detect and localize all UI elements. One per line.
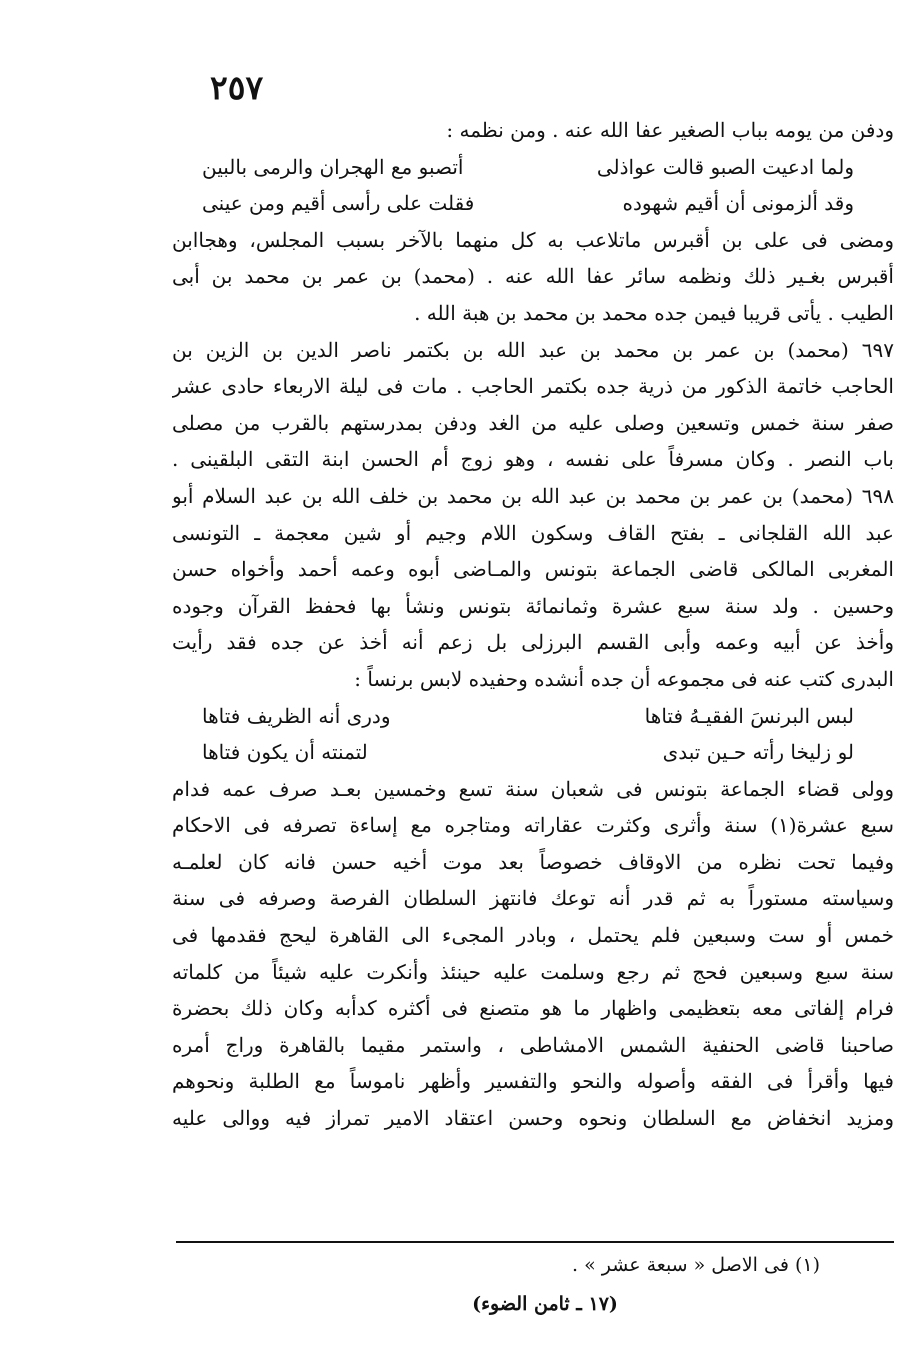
text-line: باب النصر . وكان مسرفاً على نفسه ، وهو زوج أم الحسن ابنة التقى البلقينى . [172,447,894,472]
verse-hemistich-left: فقلت على رأسى أقيم ومن عينى [202,191,475,216]
text-line: وولى قضاء الجماعة بتونس فى شعبان سنة تسع وخمسين بعـد صرف عمه فدام [172,776,894,801]
text-line: أقبرس بغـير ذلك ونظمه سائر عفا الله عنه . (محمد) بن عمر بن محمد بن أبى [172,264,894,289]
verse-line [172,149,894,186]
text-line: البدرى كتب عنه فى مجموعه أن جده أنشده وحفيده لابس برنساً : [354,666,894,691]
text-line: خمس أو ست وسبعين فلم يحتمل ، وبادر المجىء الى القاهرة ليحج فقدمها فى [172,923,894,948]
text-line: فرام إلفاتى معه بتعظيمى واظهار ما هو متصنع فى أكثره كدأبه وكان ذلك بحضرة [172,996,894,1021]
verse-hemistich-left: أتصبو مع الهجران والرمى بالبين [202,154,464,179]
text-line: صفر سنة خمس وتسعين وصلى عليه من الغد ودفن بمدرستهم بالقرب من مصلى [172,410,894,435]
text-line: صاحبنا قاضى الحنفية الشمس الامشاطى ، واستمر مقيما بالقاهرة وراج أمره [172,1032,894,1057]
text-line: الحاجب خاتمة الذكور من ذرية جده بكتمر الحاجب . مات فى ليلة الاربعاء حادى عشر [172,374,894,399]
entry-line: ٦٩٧ (محمد) بن عمر بن محمد بن عبد الله بن بكتمر ناصر الدين بن الزين بن [172,337,894,362]
signature-mark: (١٧ ـ ثامن الضوء) [472,1293,618,1315]
text-line: سنة سبع وسبعين فحج ثم رجع وسلمت عليه حينئذ وأنكرت عليه شيئاً من كلماته [172,959,894,984]
text-line: ومزيد انخفاض مع السلطان ونحوه وحسن اعتقاد الامير تمراز فيه ووالى عليه [172,1106,894,1131]
text-line: وسياسته مستوراً به ثم قدر أنه توعك فانتهز السلطان الفرصة وصرفه فى سنة [172,886,894,911]
verse-hemistich-right: ولما ادعيت الصبو قالت عواذلى [596,154,854,179]
verse-line [172,185,894,222]
verse-line [172,698,894,735]
verse-hemistich-right: لبس البرنسَ الفقيـهُ فتاها [644,703,854,728]
verse-hemistich-left: لتمنته أن يكون فتاها [202,740,368,765]
text-line: ومضى فى على بن أقبرس ماتلاعب به كل منهما بالآخر بسبب المجلس، وهجاابن [172,227,894,252]
verse-line [172,734,894,771]
body-text [172,112,894,1137]
verse-hemistich-left: ودرى أنه الظريف فتاها [202,703,391,728]
text-line: الطيب . يأتى قريبا فيمن جده محمد بن محمد بن هبة الله . [414,300,894,325]
page-number: ٢٥٧ [210,68,264,107]
text-line: ودفن من يومه بباب الصغير عفا الله عنه . ومن نظمه : [446,118,894,142]
verse-hemistich-right: لو زليخا رأته حـين تبدى [662,740,854,765]
text-line: المغربى المالكى قاضى الجماعة بتونس والمـاضى أبوه وعمه أحمد وأخواه حسن [172,557,894,582]
text-line: عبد الله القلجانى ـ بفتح القاف وسكون اللام وجيم أو شين معجمة ـ التونسى [172,520,894,545]
text-line: وحسين . ولد سنة سبع عشرة وثمانمائة بتونس ونشأ بها فحفظ القرآن وجوده [172,593,894,618]
entry-line: ٦٩٨ (محمد) بن عمر بن محمد بن عبد الله بن محمد بن خلف الله بن عبد السلام أبو [172,483,894,508]
text-line: وفيما تحت نظره من الاوقاف خصوصاً بعد موت أخيه حسن فانه كان لعلمـه [172,849,894,874]
footnote: (١) فى الاصل « سبعة عشر » . [572,1254,820,1276]
text-line: فيها وأقرأ فى الفقه وأصوله والنحو والتفسير وأظهر ناموساً مع الطلبة ونحوهم [172,1069,894,1094]
footnote-divider [176,1241,894,1243]
text-line: سبع عشرة(١) سنة وأثرى وكثرت عقاراته ومتاجره مع إساءة تصرفه فى الاحكام [172,813,894,838]
verse-hemistich-right: وقد ألزمونى أن أقيم شهوده [622,191,854,216]
text-line: وأخذ عن أبيه وعمه وأبى القسم البرزلى بل زعم أنه أخذ عن جده فقد رأيت [172,630,894,655]
